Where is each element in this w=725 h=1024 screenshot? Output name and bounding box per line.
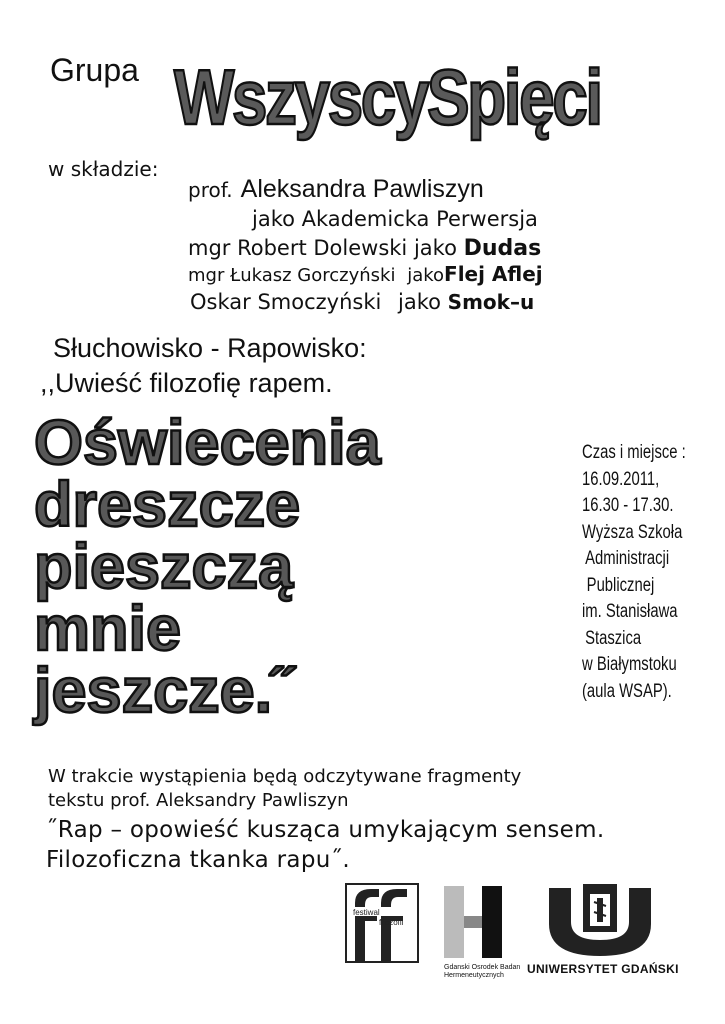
- uniwersytet-gdanski-label: UNIWERSYTET GDAŃSKI: [527, 962, 679, 976]
- big-quote-line: pieszczą: [34, 532, 294, 602]
- ff-text-1: festiwal: [353, 908, 380, 917]
- festiwal-filozofii-logo: [345, 883, 419, 963]
- event-title: ,,Uwieść filozofię rapem.: [40, 368, 333, 398]
- time-place-info: [582, 440, 707, 705]
- ff-text-2: filozofii: [379, 918, 404, 927]
- big-quote: [34, 408, 514, 726]
- cast-jako: jako: [407, 265, 445, 286]
- cast-role: Smok–u: [447, 290, 535, 314]
- info-line: im. Stanisława: [582, 601, 678, 622]
- info-line: 16.30 - 17.30.: [582, 495, 674, 516]
- cast-person: mgr Łukasz Gorczyński: [188, 265, 396, 286]
- cast-line-5: [190, 290, 534, 314]
- big-quote-line: Oświecenia: [34, 408, 381, 478]
- event-type: Słuchowisko - Rapowisko:: [53, 333, 367, 363]
- cast-line-4: [188, 262, 543, 286]
- info-line: w Białymstoku: [582, 654, 677, 675]
- cast-jako: jako: [398, 290, 441, 314]
- cast-line-2: jako Akademicka Perwersja: [252, 207, 538, 231]
- big-quote-line: mnie: [34, 594, 182, 664]
- info-line: Administracji: [585, 548, 670, 569]
- big-quote-line: dreszcze: [34, 470, 301, 540]
- description-line: tekstu prof. Aleksandry Pawliszyn: [48, 790, 349, 811]
- info-line: Staszica: [585, 627, 642, 649]
- cast-role: Flej Aflej: [444, 262, 543, 286]
- hermeneutics-h-logo: [444, 886, 504, 958]
- cast-line-3: [188, 236, 541, 261]
- group-title: WszyscySpięci: [174, 53, 601, 141]
- lecture-quote-line: Filozoficzna tkanka rapu˝.: [46, 847, 351, 873]
- hermeneutics-label-line: Gdanski Osrodek Badan: [444, 964, 521, 971]
- hermeneutics-label-line: Hermeneutycznych: [444, 972, 504, 979]
- description-line: W trakcie wystąpienia będą odczytywane fragmenty: [48, 766, 522, 787]
- cast-name: Aleksandra Pawliszyn: [240, 175, 484, 203]
- lecture-quote: [46, 815, 604, 875]
- description: [48, 765, 521, 813]
- cast-line-1: [188, 175, 484, 204]
- info-line: Publicznej: [586, 574, 655, 596]
- cast-role: Dudas: [463, 236, 542, 261]
- info-line: 16.09.2011,: [582, 468, 660, 490]
- group-label: Grupa: [50, 52, 139, 88]
- members-label: w składzie:: [48, 157, 159, 181]
- big-quote-line: jeszcze.˝: [34, 656, 294, 726]
- cast-jako: jako: [413, 236, 457, 260]
- cast-prefix: prof.: [188, 178, 233, 202]
- info-line: Czas i miejsce :: [582, 442, 686, 463]
- cast-person: mgr Robert Dolewski: [188, 236, 408, 260]
- cast-person: Oskar Smoczyński: [190, 290, 382, 314]
- hermeneutics-label: [444, 964, 520, 980]
- info-line: Wyższa Szkoła: [582, 521, 683, 543]
- uniwersytet-gdanski-logo: [545, 882, 655, 958]
- info-line: (aula WSAP).: [582, 680, 672, 702]
- lecture-quote-line: ˝Rap – opowieść kusząca umykającym sensem.: [46, 817, 605, 843]
